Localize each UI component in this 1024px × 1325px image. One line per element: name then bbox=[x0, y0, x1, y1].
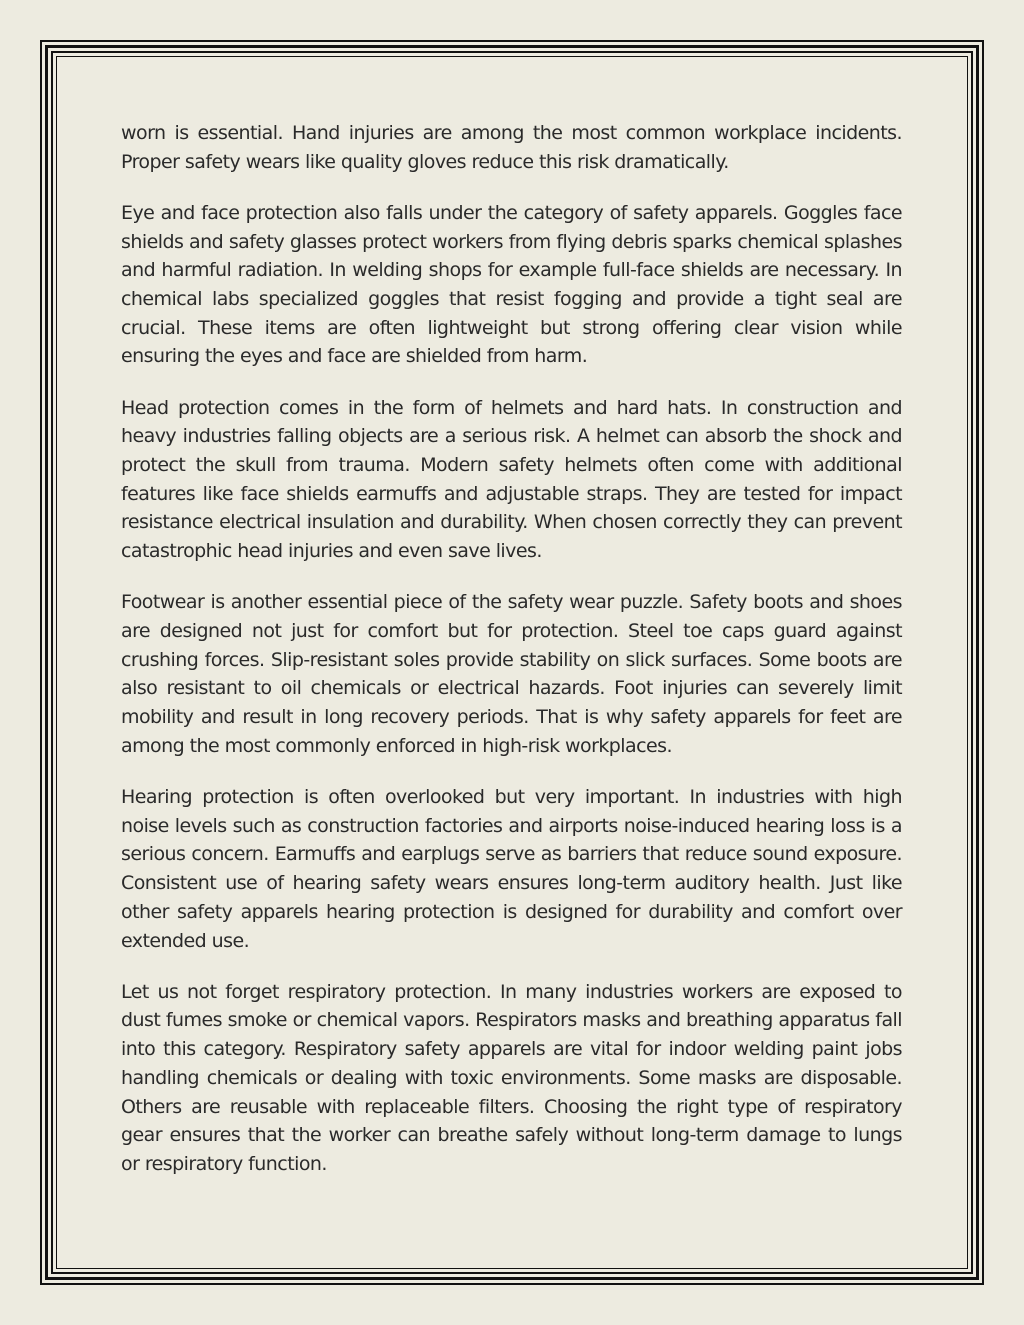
paragraph-respiratory-protection: Let us not forget respiratory protection. In many industries workers are exposed to dust fumes smoke or chemical vapors. Respirators masks and breathing apparatus fall into this category. Respiratory safety apparels are vital for indoor welding paint jobs handling chemicals or dealing with toxic environments. Some masks are disposable. Others are reusable with replaceable filters. Choosing the right type of respiratory gear ensures that the worker can breathe safely without long-term damage to lungs or respiratory function. bbox=[121, 980, 902, 1175]
paragraph-hearing-protection: Hearing protection is often overlooked but very important. In industries with high noise levels such as construction factories and airports noise-induced hearing loss is a serious concern. Earmuffs and earplugs serve as barriers that reduce sound exposure. Consistent use of hearing safety wears ensures long-term auditory health. Just like other safety apparels hearing protection is designed for durability and comfort over extended use. bbox=[121, 786, 902, 952]
paragraph-head-protection: Head protection comes in the form of helmets and hard hats. In construction and heavy industries falling objects are a serious risk. A helmet can absorb the shock and protect the skull from trauma. Modern safety helmets often come with additional features like face shields earmuffs and adjustable straps. They are tested for impact resistance electrical insulation and durability. When chosen correctly they can prevent catastrophic head injuries and even save lives. bbox=[121, 396, 902, 563]
paragraph-gloves: worn is essential. Hand injuries are among the most common workplace incidents. Proper safety wears like quality gloves reduce this risk dramatically. bbox=[121, 122, 902, 173]
document-body bbox=[121, 119, 902, 1201]
paragraph-eye-face-protection: Eye and face protection also falls under the category of safety apparels. Goggles face shields and safety glasses protect workers from flying debris sparks chemical splashes and harmful radiation. In welding shops for example full-face shields are necessary. In chemical labs specialized goggles that resist fogging and provide a tight seal are crucial. These items are often lightweight but strong offering clear vision while ensuring the eyes and face are shielded from harm. bbox=[121, 201, 902, 368]
paragraph-footwear: Footwear is another essential piece of the safety wear puzzle. Safety boots and shoes are designed not just for comfort but for protection. Steel toe caps guard against crushing forces. Slip-resistant soles provide stability on slick surfaces. Some boots are also resistant to oil chemicals or electrical hazards. Foot injuries can severely limit mobility and result in long recovery periods. That is why safety apparels for feet are among the most commonly enforced in high-risk workplaces. bbox=[121, 591, 902, 757]
